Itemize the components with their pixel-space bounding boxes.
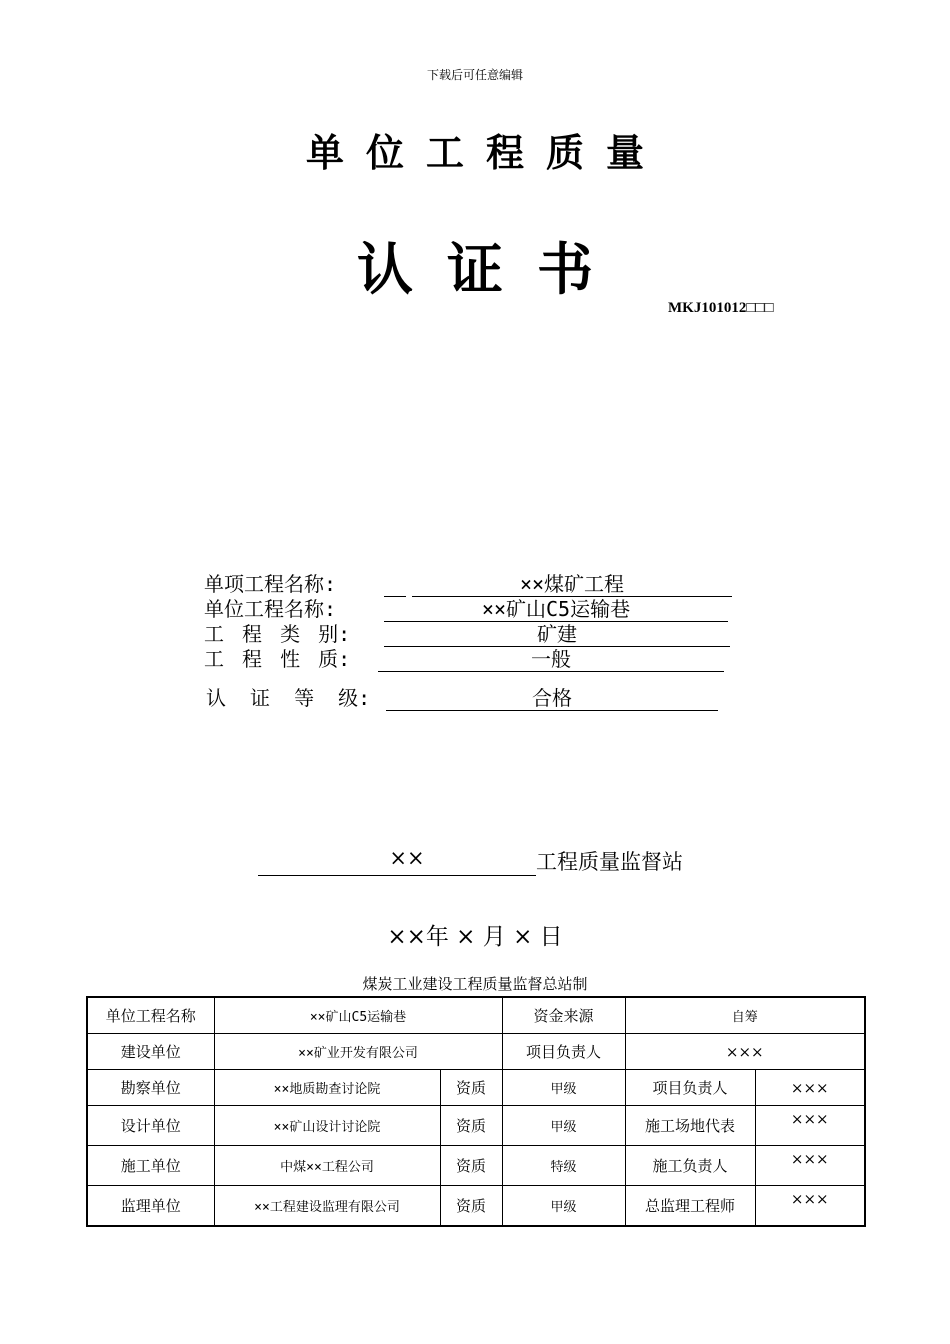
item-name-value: ××煤矿工程	[412, 572, 732, 597]
table-cell: 甲级	[502, 1070, 625, 1106]
station-name-blank: ××	[258, 846, 536, 876]
grade-value: 合格	[386, 686, 718, 711]
table-cell: 项目负责人	[502, 1034, 625, 1070]
table-cell: 勘察单位	[87, 1070, 214, 1106]
unit-name-value: ××矿山C5运输巷	[384, 597, 728, 622]
table-cell: ×××	[755, 1070, 865, 1106]
table-cell: ×××	[755, 1146, 865, 1186]
table-row	[87, 1070, 865, 1106]
category-value: 矿建	[384, 622, 730, 647]
nature-label: 工 程 性 质:	[204, 647, 351, 671]
table-cell: 特级	[502, 1146, 625, 1186]
supervision-station	[258, 846, 683, 876]
station-suffix: 工程质量监督站	[536, 850, 683, 874]
table-cell: ××矿山C5运输巷	[214, 997, 502, 1034]
table-cell: ×××	[755, 1106, 865, 1146]
table-cell: 资质	[440, 1186, 502, 1227]
producer-note: 煤炭工业建设工程质量监督总站制	[362, 975, 588, 993]
header-note: 下载后可任意编辑	[426, 68, 523, 82]
table-cell: 施工场地代表	[625, 1106, 755, 1146]
grade-label: 认 证 等 级:	[206, 686, 371, 710]
title-line-1: 单位工程质量	[305, 131, 666, 175]
issue-date: ××年 × 月 × 日	[387, 924, 563, 950]
project-participants-table	[86, 996, 866, 1227]
table-cell: 资质	[440, 1070, 502, 1106]
table-row	[87, 997, 865, 1034]
item-name-prefix-line	[384, 572, 406, 597]
table-row	[87, 1106, 865, 1146]
category-label: 工 程 类 别:	[204, 622, 351, 646]
table-cell: 施工单位	[87, 1146, 214, 1186]
table-cell: 甲级	[502, 1106, 625, 1146]
table-row	[87, 1146, 865, 1186]
table-row	[87, 1034, 865, 1070]
table-cell: ×××	[755, 1186, 865, 1227]
table-cell: 自筹	[625, 997, 865, 1034]
nature-value: 一般	[378, 647, 724, 672]
table-cell: 建设单位	[87, 1034, 214, 1070]
table-cell: 资质	[440, 1146, 502, 1186]
table-cell: ××矿业开发有限公司	[214, 1034, 502, 1070]
table-cell: 资金来源	[502, 997, 625, 1034]
table-cell: 单位工程名称	[87, 997, 214, 1034]
title-line-2: 认证书	[357, 238, 627, 303]
table-cell: ×××	[625, 1034, 865, 1070]
table-row	[87, 1186, 865, 1227]
table-cell: 监理单位	[87, 1186, 214, 1227]
table-cell: ××矿山设计讨论院	[214, 1106, 440, 1146]
document-code: MKJ101012□□□	[668, 300, 774, 316]
table-cell: ××地质勘查讨论院	[214, 1070, 440, 1106]
table-cell: 资质	[440, 1106, 502, 1146]
table-cell: 总监理工程师	[625, 1186, 755, 1227]
table-cell: ××工程建设监理有限公司	[214, 1186, 440, 1227]
table-cell: 项目负责人	[625, 1070, 755, 1106]
item-name-label: 单项工程名称:	[204, 572, 337, 596]
table-cell: 施工负责人	[625, 1146, 755, 1186]
table-cell: 设计单位	[87, 1106, 214, 1146]
unit-name-label: 单位工程名称:	[204, 597, 337, 621]
table-cell: 中煤××工程公司	[214, 1146, 440, 1186]
table-cell: 甲级	[502, 1186, 625, 1227]
